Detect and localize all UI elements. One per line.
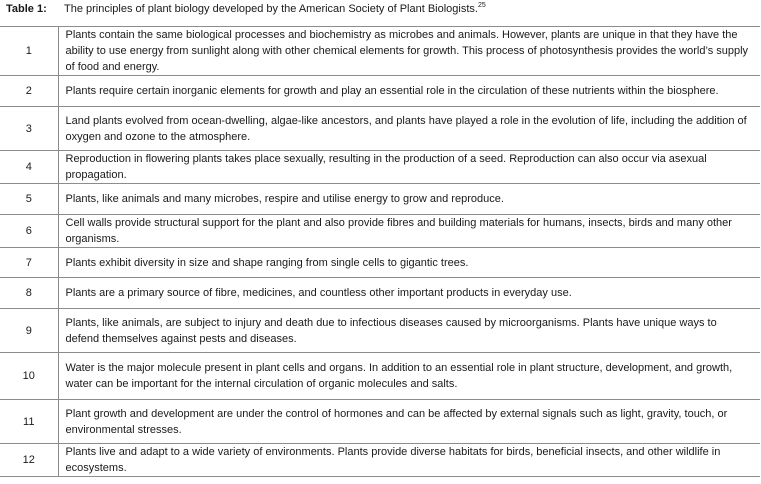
- table-label: Table 1:: [6, 3, 47, 15]
- row-number: 2: [0, 76, 58, 107]
- principle-text: Plants live and adapt to a wide variety of environments. Plants provide diverse habitats for birds, beneficial insects, and other wildlife in ecosystems.: [65, 446, 721, 474]
- table-row: [0, 151, 760, 184]
- row-number: 6: [0, 215, 58, 248]
- table-row: [0, 278, 760, 309]
- table-row: [0, 76, 760, 107]
- table-title: [64, 0, 486, 22]
- principles-table: [0, 26, 760, 477]
- principle-text: Plants require certain inorganic elements for growth and play an essential role in the circulation of these nutrients within the biosphere.: [65, 85, 719, 97]
- principles-table-body: [0, 27, 760, 477]
- principle-text: Plants, like animals and many microbes, respire and utilise energy to grow and reproduce.: [65, 193, 504, 205]
- table-row: [0, 309, 760, 353]
- table-row: [0, 27, 760, 76]
- principle-text: Cell walls provide structural support for the plant and also provide fibres and building materials for humans, insects, birds and many other organisms.: [65, 217, 732, 245]
- row-number: 4: [0, 151, 58, 184]
- row-number: 10: [0, 353, 58, 400]
- principle-text: Plants exhibit diversity in size and shape ranging from single cells to gigantic trees.: [65, 256, 469, 269]
- row-number: 1: [0, 27, 58, 76]
- row-number: 5: [0, 184, 58, 215]
- principle-text: Water is the major molecule present in plant cells and organs. In addition to an essential role in plant structure, development, and growth, water can be important for the internal circulation of organic molecules and salts.: [65, 362, 733, 390]
- row-number: 8: [0, 278, 58, 309]
- table-title-text: The principles of plant biology developed by the American Society of Plant Biologists.: [64, 3, 478, 15]
- principle-text: Reproduction in flowering plants takes place sexually, resulting in the production of a seed. Reproduction can also occur via asexual propagation.: [65, 153, 707, 181]
- reference-superscript: 25: [477, 2, 486, 9]
- principle-text: Plants contain the same biological processes and biochemistry as microbes and animals. However, plants are unique in that they have the ability to use energy from sunlight along with other chemical elements for growth. This process of photosynthesis provides the world’s supply of food and energy.: [65, 29, 749, 73]
- table-row: [0, 444, 760, 477]
- table-row: [0, 107, 760, 151]
- table-row: [0, 215, 760, 248]
- table-caption: [0, 0, 761, 26]
- row-number: 7: [0, 248, 58, 278]
- row-number: 3: [0, 107, 58, 151]
- principle-text: Plants are a primary source of fibre, medicines, and countless other important products in everyday use.: [65, 287, 572, 299]
- principle-text: Plant growth and development are under the control of hormones and can be affected by external signals such as light, gravity, touch, or environmental stresses.: [65, 407, 728, 436]
- table-row: [0, 248, 760, 278]
- table-row: [0, 353, 760, 400]
- row-number: 11: [0, 400, 58, 444]
- table-row: [0, 184, 760, 215]
- row-number: 12: [0, 444, 58, 477]
- principle-text: Land plants evolved from ocean-dwelling, algae-like ancestors, and plants have played a role in the evolution of life, including the addition of oxygen and ozone to the atmosphere.: [65, 114, 747, 143]
- principle-text: Plants, like animals, are subject to injury and death due to infectious diseases caused by microorganisms. Plants have unique ways to defend themselves against pests and diseases.: [65, 316, 717, 345]
- row-number: 9: [0, 309, 58, 353]
- table-row: [0, 400, 760, 444]
